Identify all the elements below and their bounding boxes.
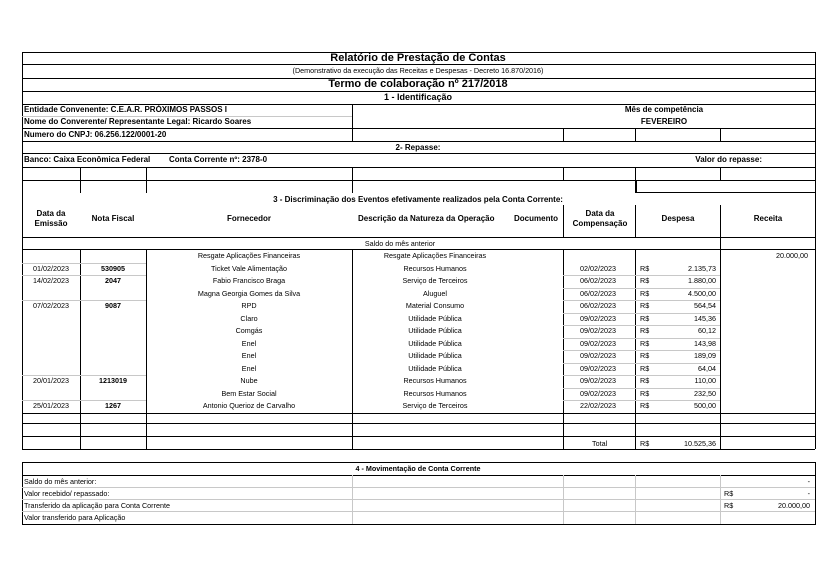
movement-currency: R$ — [724, 489, 734, 498]
row-nature: Utilidade Pública — [408, 363, 462, 373]
row-nature: Recursos Humanos — [403, 263, 467, 273]
row-expense: 64,04 — [698, 363, 716, 373]
bank-account: Conta Corrente nº: 2378-0 — [169, 155, 268, 164]
competence-month: FEVEREIRO — [640, 117, 688, 126]
row-compensation-date: 06/02/2023 — [580, 276, 616, 285]
row-invoice-number: 2047 — [105, 276, 121, 285]
row-compensation-date: 09/02/2023 — [580, 338, 616, 348]
movement-value: - — [807, 489, 810, 498]
row-expense: 145,36 — [694, 313, 716, 323]
row-currency: R$ — [640, 313, 650, 323]
entity-name: Entidade Convenente: C.E.A.R. PRÓXIMOS PASSOS I — [24, 105, 227, 114]
col-nature: Descrição da Natureza da Operação — [358, 214, 495, 223]
row-invoice-number: 9087 — [105, 301, 121, 310]
row-emission-date: 14/02/2023 — [33, 276, 69, 285]
row-supplier: Bem Estar Social — [221, 388, 277, 398]
row-supplier: Enel — [241, 363, 257, 373]
row-currency: R$ — [640, 288, 650, 298]
movement-label: Transferido da aplicação para Conta Corrente — [24, 501, 170, 510]
row-emission-date: 20/01/2023 — [33, 376, 69, 385]
row-invoice-number: 530905 — [101, 263, 125, 273]
col-supplier: Fornecedor — [226, 214, 272, 223]
row-nature: Serviço de Terceiros — [402, 401, 468, 410]
movement-label: Valor recebido/ repassado: — [24, 489, 110, 498]
row-emission-date: 07/02/2023 — [33, 301, 69, 310]
row-expense: 1.880,00 — [688, 276, 716, 285]
section-movement-title: 4 - Movimentação de Conta Corrente — [355, 464, 481, 473]
row-expense: 500,00 — [694, 401, 716, 410]
row-nature: Aluguel — [423, 288, 447, 298]
row-nature: Resgate Aplicações Financeiras — [383, 251, 487, 260]
row-currency: R$ — [640, 301, 650, 310]
movement-value: - — [807, 477, 810, 486]
collaboration-term: Termo de colaboração nº 217/2018 — [328, 78, 508, 90]
row-currency: R$ — [640, 276, 650, 285]
row-currency: R$ — [640, 351, 650, 360]
col-compensation-2: Compensação — [572, 219, 628, 228]
row-nature: Material Consumo — [405, 301, 465, 310]
row-compensation-date: 09/02/2023 — [580, 351, 616, 360]
row-compensation-date: 06/02/2023 — [580, 301, 616, 310]
row-expense: 143,98 — [694, 338, 716, 348]
competence-label: Mês de competência — [624, 105, 704, 114]
row-compensation-date: 22/02/2023 — [580, 401, 616, 410]
report-subtitle: (Demonstrativo da execução das Receitas e Despesas - Decreto 16.870/2016) — [292, 66, 544, 75]
row-currency: R$ — [640, 388, 650, 398]
row-expense: 189,09 — [694, 351, 716, 360]
row-compensation-date: 02/02/2023 — [580, 263, 616, 273]
row-supplier: Enel — [241, 338, 257, 348]
section-events-title: 3 - Discriminação dos Eventos efetivamente realizados pela Conta Corrente: — [273, 195, 563, 204]
row-compensation-date: 06/02/2023 — [580, 288, 616, 298]
col-revenue: Receita — [753, 214, 783, 223]
row-supplier: Magna Georgia Gomes da Silva — [197, 288, 301, 298]
col-emission: Data da — [36, 209, 66, 218]
report-title: Relatório de Prestação de Contas — [330, 52, 506, 64]
movement-label: Valor transferido para Aplicação — [24, 513, 126, 522]
row-supplier: Claro — [240, 313, 258, 323]
row-nature: Utilidade Pública — [408, 338, 462, 348]
total-value: 10.525,36 — [684, 439, 716, 448]
row-currency: R$ — [640, 376, 650, 385]
row-expense: 232,50 — [694, 388, 716, 398]
row-supplier: Ticket Vale Alimentação — [211, 263, 287, 273]
row-compensation-date: 09/02/2023 — [580, 363, 616, 373]
row-compensation-date: 09/02/2023 — [580, 313, 616, 323]
total-currency: R$ — [640, 439, 650, 448]
col-compensation: Data da — [585, 209, 615, 218]
row-supplier: Resgate Aplicações Financeiras — [197, 251, 301, 260]
row-expense: 60,12 — [698, 326, 716, 335]
movement-label: Saldo do mês anterior: — [24, 477, 97, 486]
total-label: Total — [592, 439, 608, 448]
row-nature: Utilidade Pública — [408, 313, 462, 323]
movement-value: 20.000,00 — [778, 501, 810, 510]
col-document: Documento — [514, 214, 558, 223]
row-currency: R$ — [640, 263, 650, 273]
section-identification-title: 1 - Identificação — [383, 92, 453, 102]
row-nature: Utilidade Pública — [408, 326, 462, 335]
row-expense: 110,00 — [694, 376, 716, 385]
row-currency: R$ — [640, 401, 650, 410]
row-compensation-date: 09/02/2023 — [580, 376, 616, 385]
row-emission-date: 25/01/2023 — [33, 401, 69, 410]
row-compensation-date: 09/02/2023 — [580, 388, 616, 398]
cnpj-number: Numero do CNPJ: 06.256.122/0001-20 — [24, 130, 167, 139]
row-nature: Recursos Humanos — [403, 376, 467, 385]
row-invoice-number: 1213019 — [99, 376, 127, 385]
row-emission-date: 01/02/2023 — [33, 263, 69, 273]
row-invoice-number: 1267 — [105, 401, 121, 410]
row-supplier: Antonio Querioz de Carvalho — [202, 401, 296, 410]
row-expense: 4.500,00 — [688, 288, 716, 298]
section-repasse-title: 2- Repasse: — [395, 143, 441, 152]
row-nature: Utilidade Pública — [408, 351, 462, 360]
row-nature: Recursos Humanos — [403, 388, 467, 398]
row-supplier: Enel — [241, 351, 257, 360]
legal-representative: Nome do Converente/ Representante Legal: Ricardo Soares — [24, 117, 252, 126]
row-currency: R$ — [640, 326, 650, 335]
row-compensation-date: 09/02/2023 — [580, 326, 616, 335]
col-expense: Despesa — [661, 214, 695, 223]
row-nature: Serviço de Terceiros — [402, 276, 468, 285]
row-supplier: Nube — [240, 376, 258, 385]
col-invoice: Nota Fiscal — [91, 214, 135, 223]
repasse-value-label: Valor do repasse: — [695, 155, 762, 164]
row-currency: R$ — [640, 363, 650, 373]
row-supplier: RPD — [241, 301, 257, 310]
row-currency: R$ — [640, 338, 650, 348]
opening-balance-label: Saldo do mês anterior — [364, 239, 436, 248]
row-supplier: Fabio Francisco Braga — [212, 276, 286, 285]
movement-currency: R$ — [724, 501, 734, 510]
bank-name: Banco: Caixa Econômica Federal — [24, 155, 151, 164]
row-expense: 2.135,73 — [688, 263, 716, 273]
col-emission-2: Emissão — [34, 219, 68, 228]
row-expense: 564,54 — [694, 301, 716, 310]
row-revenue: 20.000,00 — [776, 251, 808, 260]
row-supplier: Comgás — [235, 326, 263, 335]
